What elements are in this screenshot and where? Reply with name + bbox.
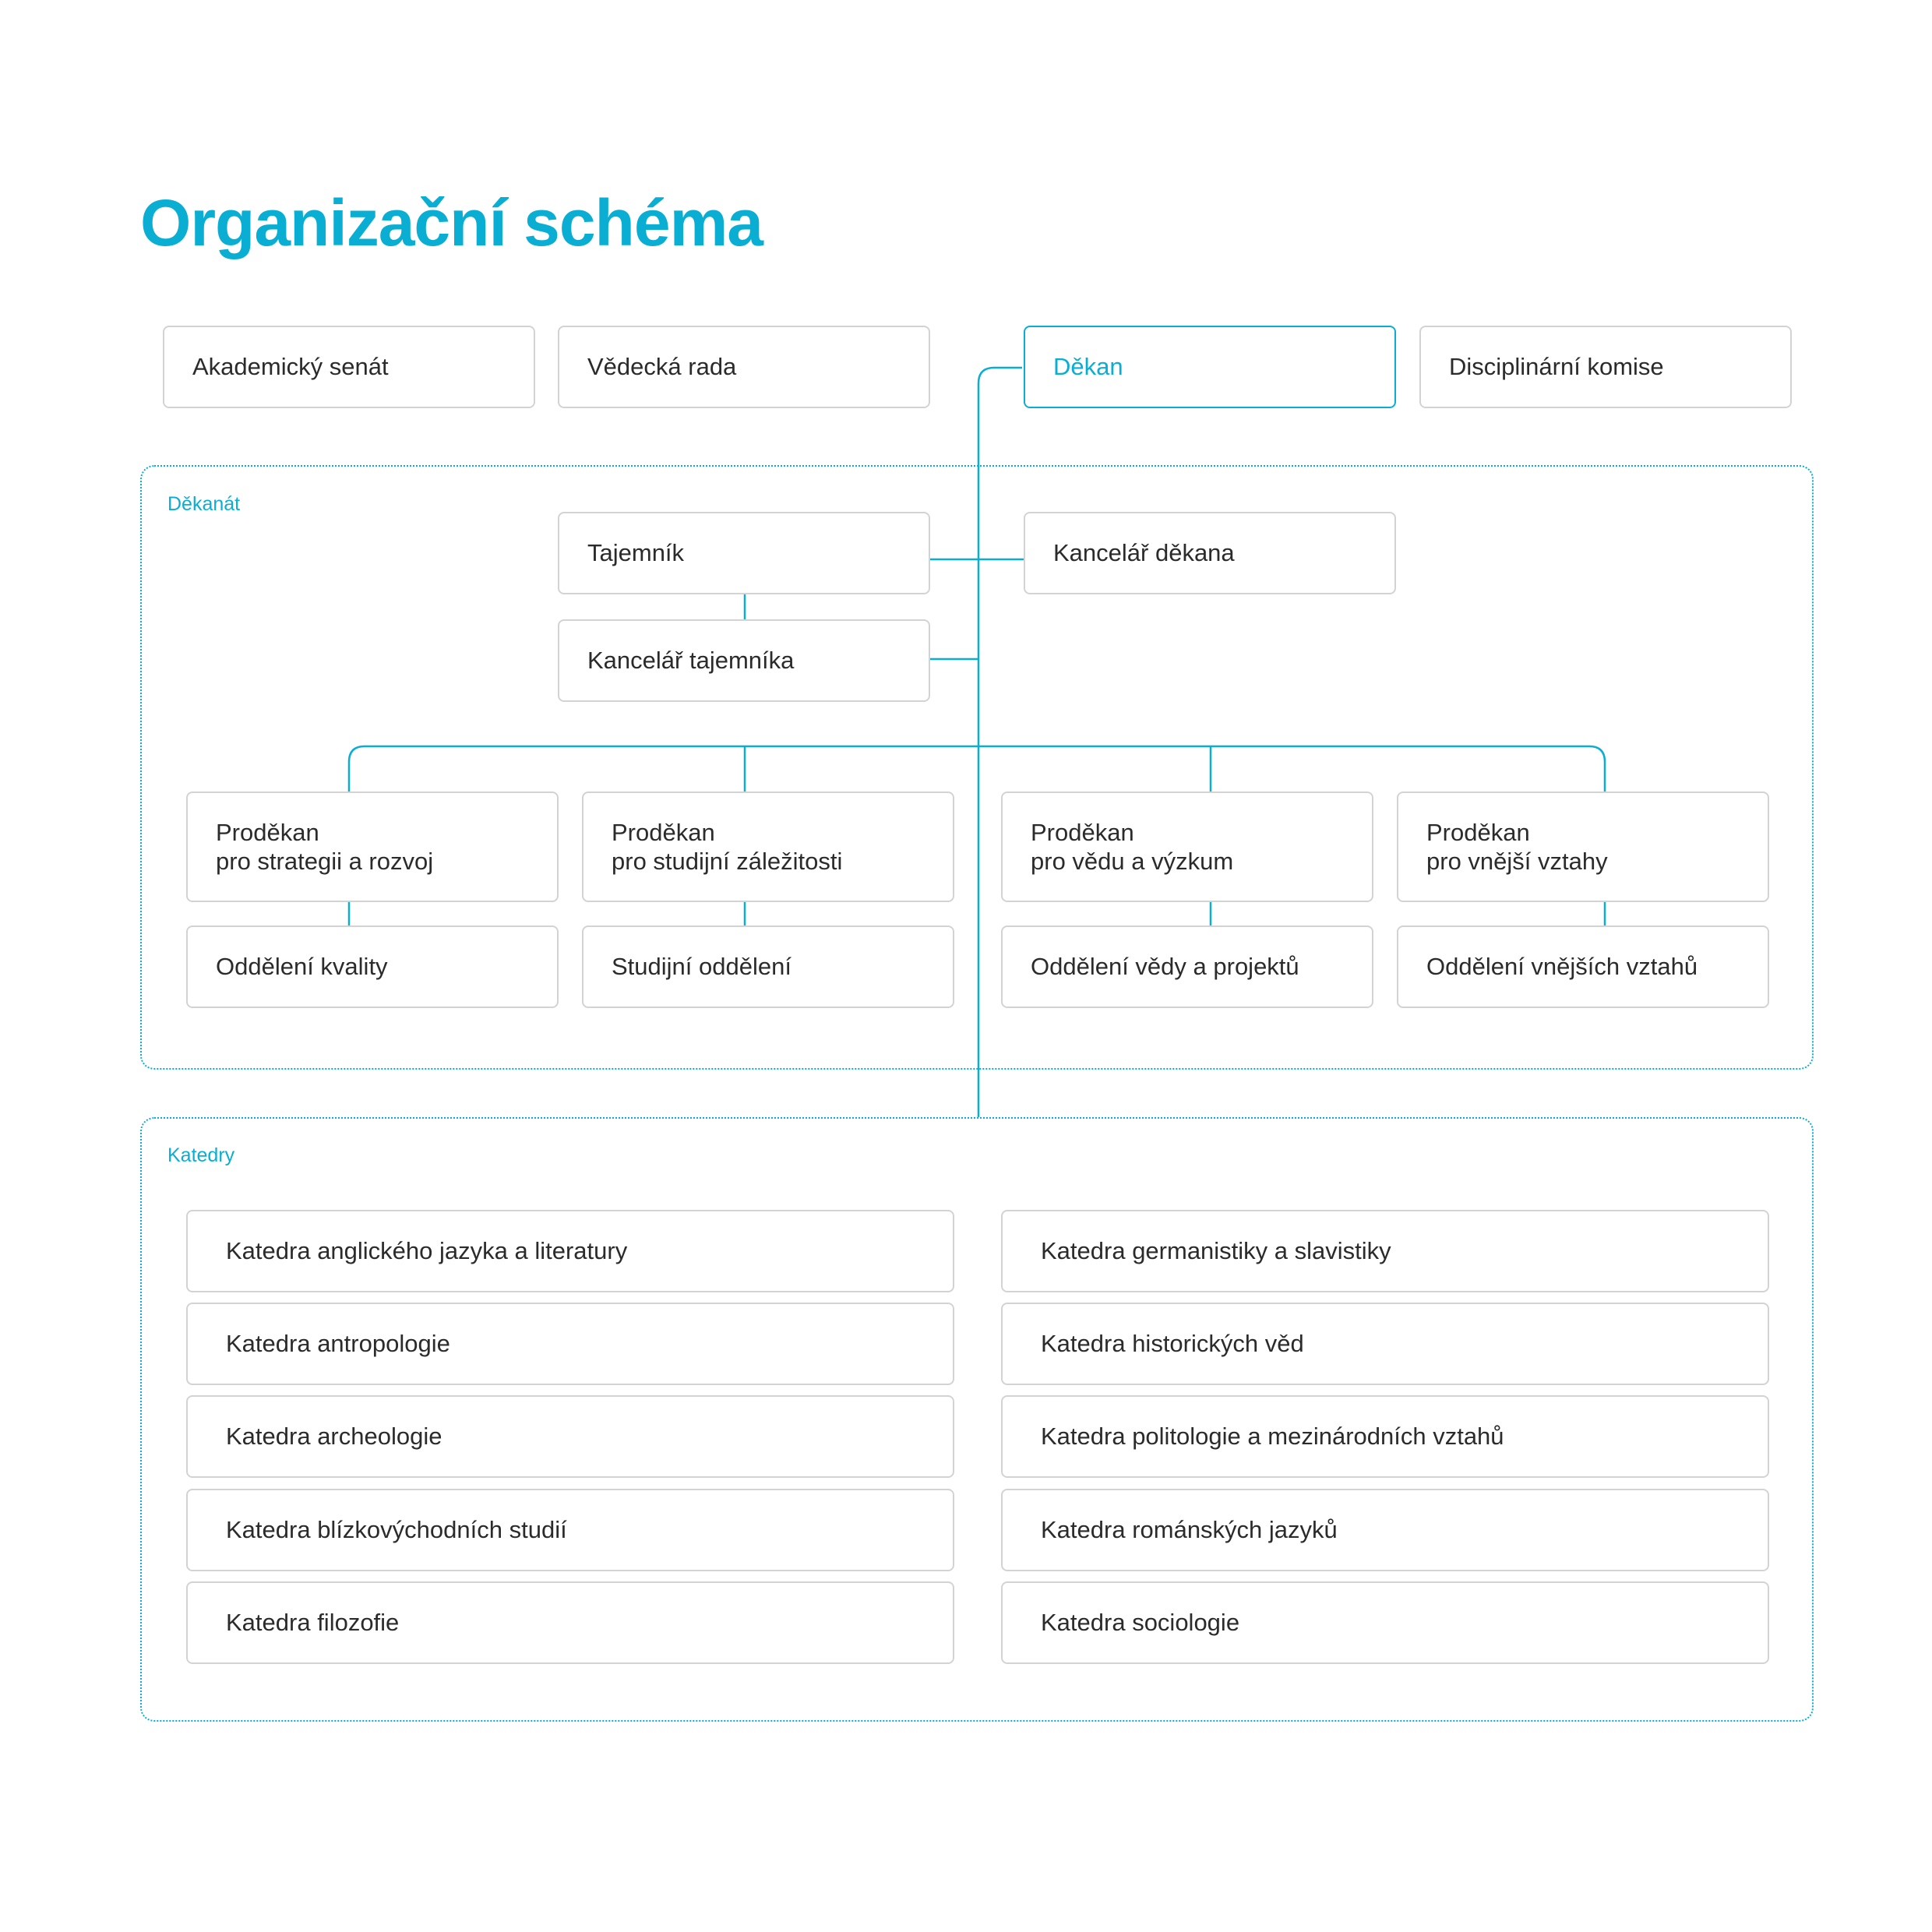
department-item — [186, 1581, 954, 1664]
vice-dean-title: Proděkan — [612, 819, 715, 846]
secretary-office-label: Kancelář tajemníka — [587, 647, 795, 674]
academic-senate-box — [163, 326, 535, 408]
department-label: Katedra historických věd — [1041, 1330, 1304, 1357]
quality-unit-box — [186, 925, 559, 1008]
department-item — [1001, 1210, 1769, 1292]
vice-dean-title: Proděkan — [1031, 819, 1134, 846]
secretary-office-box — [558, 619, 930, 702]
vice-dean-strategy-box — [186, 791, 559, 902]
vice-dean-portfolio: pro studijní záležitosti — [612, 848, 843, 875]
academic-senate-label: Akademický senát — [192, 353, 389, 380]
vice-dean-portfolio: pro vnější vztahy — [1426, 848, 1608, 875]
vice-dean-research-box — [1001, 791, 1373, 902]
unit-label: Oddělení kvality — [216, 953, 388, 980]
vice-dean-external-box — [1397, 791, 1769, 902]
department-item — [1001, 1395, 1769, 1478]
department-item — [1001, 1303, 1769, 1385]
department-label: Katedra anglického jazyka a literatury — [226, 1237, 628, 1264]
secretary-box — [558, 512, 930, 594]
vice-dean-title: Proděkan — [216, 819, 319, 846]
unit-label: Oddělení vnějších vztahů — [1426, 953, 1698, 980]
unit-label: Oddělení vědy a projektů — [1031, 953, 1299, 980]
department-item — [186, 1210, 954, 1292]
department-label: Katedra sociologie — [1041, 1609, 1240, 1636]
page-title: Organizační schéma — [140, 186, 763, 259]
science-board-box — [558, 326, 930, 408]
science-board-label: Vědecká rada — [587, 353, 737, 380]
research-unit-box — [1001, 925, 1373, 1008]
disciplinary-committee-box — [1419, 326, 1792, 408]
department-label: Katedra filozofie — [226, 1609, 400, 1636]
dean-box — [1024, 326, 1396, 408]
vice-dean-title: Proděkan — [1426, 819, 1530, 846]
department-label: Katedra antropologie — [226, 1330, 450, 1357]
department-item — [1001, 1489, 1769, 1571]
department-label: Katedra germanistiky a slavistiky — [1041, 1237, 1391, 1264]
vice-dean-portfolio: pro strategii a rozvoj — [216, 848, 434, 875]
department-label: Katedra románských jazyků — [1041, 1516, 1338, 1543]
dean-office-box — [1024, 512, 1396, 594]
department-item — [186, 1303, 954, 1385]
department-label: Katedra politologie a mezinárodních vztahů — [1041, 1423, 1504, 1450]
department-item — [186, 1489, 954, 1571]
dean-office-label: Kancelář děkana — [1053, 539, 1235, 566]
department-label: Katedra blízkovýchodních studií — [226, 1516, 567, 1543]
departments-group-label: Katedry — [167, 1144, 235, 1166]
department-label: Katedra archeologie — [226, 1423, 442, 1450]
deanery-group-label: Děkanát — [167, 493, 241, 515]
secretary-label: Tajemník — [587, 539, 685, 566]
study-unit-box — [582, 925, 954, 1008]
disciplinary-committee-label: Disciplinární komise — [1449, 353, 1664, 380]
department-item — [186, 1395, 954, 1478]
dean-label: Děkan — [1053, 353, 1123, 380]
vice-dean-studies-box — [582, 791, 954, 902]
external-relations-unit-box — [1397, 925, 1769, 1008]
unit-label: Studijní oddělení — [612, 953, 791, 980]
department-item — [1001, 1581, 1769, 1664]
vice-dean-portfolio: pro vědu a výzkum — [1031, 848, 1234, 875]
